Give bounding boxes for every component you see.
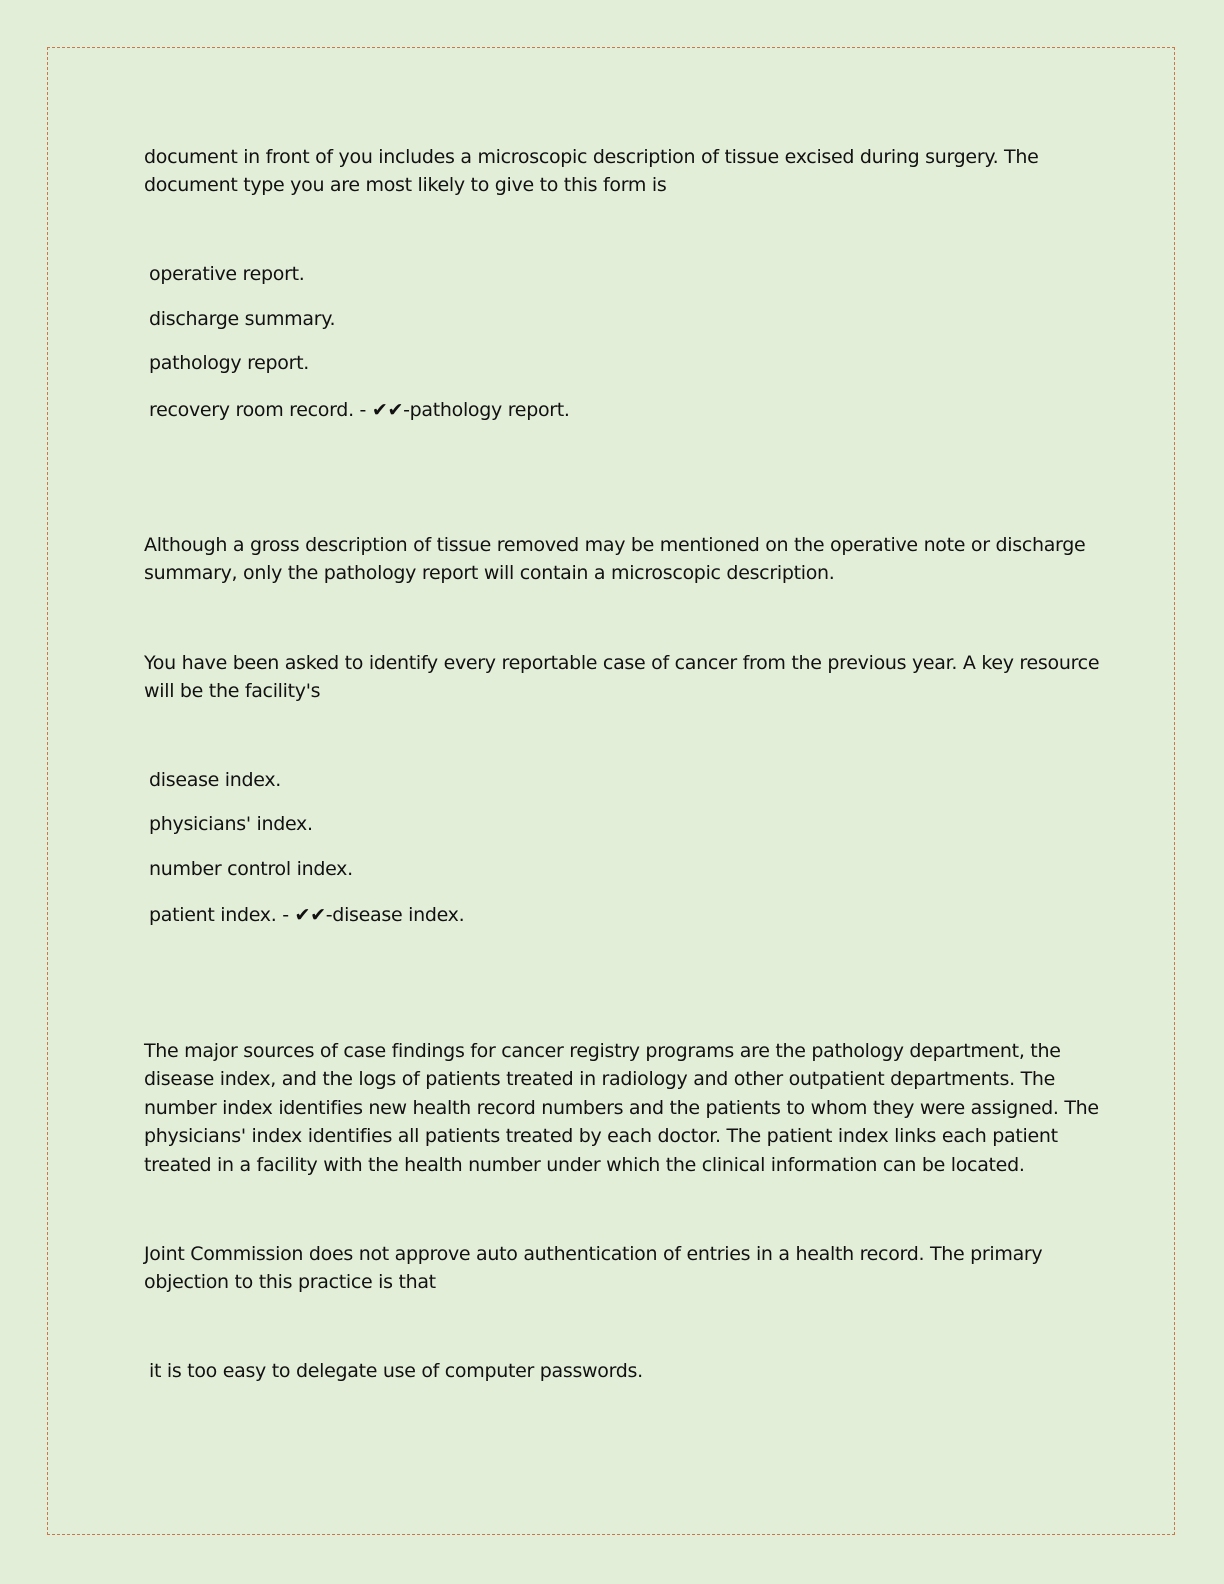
question-2-rationale-line-1: The major sources of case findings for cancer registry programs are the pathology department, the [144, 1040, 1061, 1062]
question-2-rationale-line-3: number index identifies new health record numbers and the patients to whom they were assigned. The [144, 1097, 1099, 1119]
question-2-option-d-with-answer: patient index. - ✔✔-disease index. [149, 904, 465, 926]
question-3-stem-line-2: objection to this practice is that [144, 1271, 436, 1293]
question-3-stem-line-1: Joint Commission does not approve auto authentication of entries in a health record. The primary [144, 1243, 1043, 1265]
question-3-option-a: it is too easy to delegate use of computer passwords. [149, 1360, 643, 1382]
question-2-stem-line-1: You have been asked to identify every reportable case of cancer from the previous year. A key resource [144, 652, 1100, 674]
question-2-rationale-line-5: treated in a facility with the health number under which the clinical information can be located. [144, 1154, 1025, 1176]
question-1-option-c: pathology report. [149, 352, 310, 374]
question-2-option-b: physicians' index. [149, 813, 313, 835]
question-1-option-a: operative report. [149, 263, 305, 285]
question-1-rationale-line-1: Although a gross description of tissue removed may be mentioned on the operative note or discharge [144, 534, 1086, 556]
question-1-rationale-line-2: summary, only the pathology report will contain a microscopic description. [144, 562, 835, 584]
question-1-option-b: discharge summary. [149, 308, 336, 330]
question-1-stem-line-2: document type you are most likely to give to this form is [144, 174, 667, 196]
question-1-stem-line-1: document in front of you includes a microscopic description of tissue excised during surgery. The [144, 146, 1039, 168]
question-2-stem-line-2: will be the facility's [144, 680, 321, 702]
question-2-option-a: disease index. [149, 769, 282, 791]
question-1-option-d-with-answer: recovery room record. - ✔✔-pathology report. [149, 399, 570, 421]
question-2-option-c: number control index. [149, 858, 353, 880]
question-2-rationale-line-4: physicians' index identifies all patients treated by each doctor. The patient index links each patient [144, 1125, 1058, 1147]
question-2-rationale-line-2: disease index, and the logs of patients treated in radiology and other outpatient departments. The [144, 1068, 1056, 1090]
